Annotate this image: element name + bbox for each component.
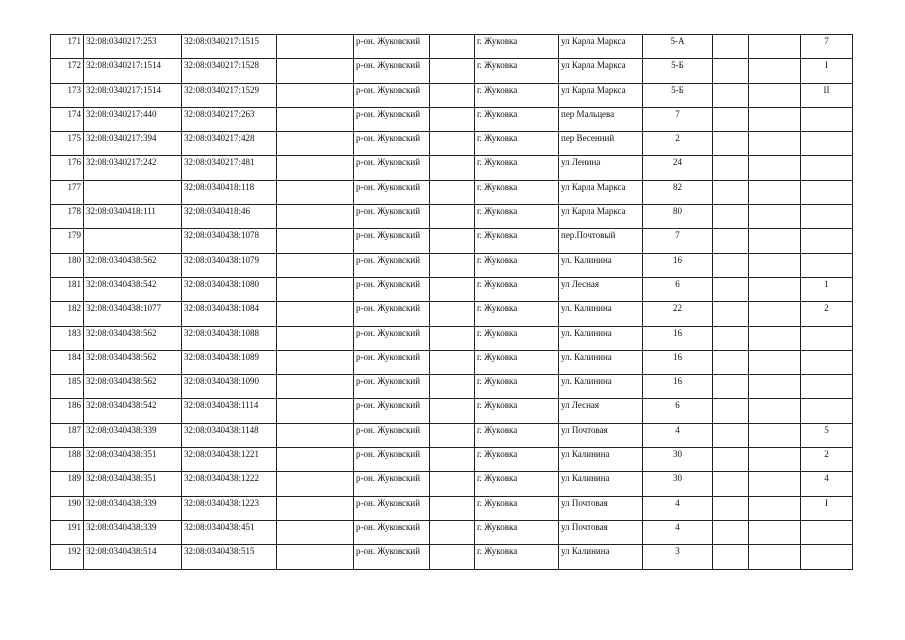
house-number-cell: 6 [643,277,713,301]
city-cell: г. Жуковка [475,375,559,399]
city-cell: г. Жуковка [475,520,559,544]
table-row [51,83,853,107]
empty-cell [430,520,475,544]
house-number-cell: 16 [643,375,713,399]
apartment-cell: II [801,83,853,107]
house-number-cell: 16 [643,253,713,277]
row-number-cell: 174 [51,107,84,131]
empty-cell [277,302,354,326]
cadastral-number-cell: 32:08:0340217:1514 [84,83,182,107]
empty-cell [713,302,749,326]
cadastral-number-cell: 32:08:0340438:339 [84,423,182,447]
street-cell: ул Калинина [559,448,643,472]
empty-cell [713,496,749,520]
street-cell: ул Калинина [559,545,643,569]
empty-cell [749,302,801,326]
house-number-cell: 4 [643,496,713,520]
empty-cell [277,35,354,59]
cadastral-number-cell: 32:08:0340438:562 [84,350,182,374]
district-cell: р-он. Жуковский [354,156,430,180]
district-cell: р-он. Жуковский [354,423,430,447]
city-cell: г. Жуковка [475,326,559,350]
empty-cell [749,253,801,277]
empty-cell [277,448,354,472]
empty-cell [430,472,475,496]
district-cell: р-он. Жуковский [354,180,430,204]
row-number-cell: 173 [51,83,84,107]
empty-cell [713,350,749,374]
street-cell: пер Мальцева [559,107,643,131]
table-row [51,35,853,59]
apartment-cell [801,253,853,277]
city-cell: г. Жуковка [475,448,559,472]
street-cell: ул Карла Маркса [559,180,643,204]
cadastral-number-2-cell: 32:08:0340438:1222 [182,472,277,496]
cadastral-number-2-cell: 32:08:0340217:428 [182,132,277,156]
cadastral-number-cell: 32:08:0340438:514 [84,545,182,569]
empty-cell [277,277,354,301]
district-cell: р-он. Жуковский [354,375,430,399]
empty-cell [430,132,475,156]
district-cell: р-он. Жуковский [354,472,430,496]
cadastral-number-cell: 32:08:0340438:542 [84,399,182,423]
city-cell: г. Жуковка [475,180,559,204]
apartment-cell [801,107,853,131]
empty-cell [749,375,801,399]
row-number-cell: 184 [51,350,84,374]
empty-cell [430,423,475,447]
city-cell: г. Жуковка [475,35,559,59]
apartment-cell: I [801,59,853,83]
house-number-cell: 22 [643,302,713,326]
row-number-cell: 187 [51,423,84,447]
empty-cell [713,448,749,472]
city-cell: г. Жуковка [475,350,559,374]
table-row [51,156,853,180]
city-cell: г. Жуковка [475,253,559,277]
cadastral-number-cell: 32:08:0340217:394 [84,132,182,156]
row-number-cell: 190 [51,496,84,520]
cadastral-number-2-cell: 32:08:0340418:118 [182,180,277,204]
street-cell: ул Калинина [559,472,643,496]
district-cell: р-он. Жуковский [354,35,430,59]
empty-cell [430,205,475,229]
district-cell: р-он. Жуковский [354,448,430,472]
apartment-cell [801,229,853,253]
street-cell: ул Ленина [559,156,643,180]
cadastral-number-2-cell: 32:08:0340438:1084 [182,302,277,326]
table-row [51,472,853,496]
house-number-cell: 2 [643,132,713,156]
cadastral-number-2-cell: 32:08:0340438:1148 [182,423,277,447]
empty-cell [430,448,475,472]
empty-cell [277,107,354,131]
cadastral-number-2-cell: 32:08:0340217:1515 [182,35,277,59]
empty-cell [277,399,354,423]
apartment-cell: 4 [801,472,853,496]
empty-cell [749,423,801,447]
table-row [51,423,853,447]
address-register-table [50,34,853,570]
empty-cell [430,253,475,277]
empty-cell [749,132,801,156]
apartment-cell: 5 [801,423,853,447]
cadastral-number-2-cell: 32:08:0340438:515 [182,545,277,569]
street-cell: ул Карла Маркса [559,59,643,83]
row-number-cell: 181 [51,277,84,301]
cadastral-number-2-cell: 32:08:0340438:1089 [182,350,277,374]
cadastral-number-2-cell: 32:08:0340438:1078 [182,229,277,253]
empty-cell [713,229,749,253]
row-number-cell: 172 [51,59,84,83]
district-cell: р-он. Жуковский [354,132,430,156]
empty-cell [749,472,801,496]
empty-cell [430,399,475,423]
empty-cell [749,277,801,301]
table-row [51,277,853,301]
empty-cell [749,180,801,204]
street-cell: ул Лесная [559,399,643,423]
street-cell: ул Почтовая [559,496,643,520]
empty-cell [713,423,749,447]
apartment-cell [801,205,853,229]
empty-cell [277,350,354,374]
house-number-cell: 30 [643,472,713,496]
empty-cell [277,59,354,83]
cadastral-number-2-cell: 32:08:0340438:1221 [182,448,277,472]
district-cell: р-он. Жуковский [354,302,430,326]
empty-cell [277,545,354,569]
apartment-cell [801,399,853,423]
empty-cell [713,83,749,107]
apartment-cell: 7 [801,35,853,59]
apartment-cell [801,326,853,350]
empty-cell [749,205,801,229]
city-cell: г. Жуковка [475,545,559,569]
empty-cell [749,399,801,423]
empty-cell [277,132,354,156]
city-cell: г. Жуковка [475,277,559,301]
house-number-cell: 5-Б [643,83,713,107]
district-cell: р-он. Жуковский [354,205,430,229]
district-cell: р-он. Жуковский [354,350,430,374]
apartment-cell [801,156,853,180]
empty-cell [749,496,801,520]
empty-cell [749,520,801,544]
cadastral-number-2-cell: 32:08:0340438:451 [182,520,277,544]
house-number-cell: 4 [643,423,713,447]
table-row [51,520,853,544]
cadastral-number-cell: 32:08:0340438:1077 [84,302,182,326]
empty-cell [713,35,749,59]
empty-cell [277,496,354,520]
street-cell: ул Карла Маркса [559,205,643,229]
table-row [51,326,853,350]
empty-cell [749,156,801,180]
cadastral-number-cell [84,229,182,253]
empty-cell [713,375,749,399]
district-cell: р-он. Жуковский [354,520,430,544]
empty-cell [713,277,749,301]
row-number-cell: 178 [51,205,84,229]
table-row [51,545,853,569]
house-number-cell: 24 [643,156,713,180]
city-cell: г. Жуковка [475,423,559,447]
district-cell: р-он. Жуковский [354,107,430,131]
row-number-cell: 176 [51,156,84,180]
empty-cell [713,156,749,180]
cadastral-number-cell [84,180,182,204]
city-cell: г. Жуковка [475,472,559,496]
table-row [51,496,853,520]
empty-cell [277,326,354,350]
house-number-cell: 6 [643,399,713,423]
cadastral-number-cell: 32:08:0340438:351 [84,448,182,472]
empty-cell [430,35,475,59]
cadastral-number-2-cell: 32:08:0340217:1528 [182,59,277,83]
row-number-cell: 177 [51,180,84,204]
empty-cell [430,83,475,107]
cadastral-number-cell: 32:08:0340217:1514 [84,59,182,83]
house-number-cell: 5-Б [643,59,713,83]
street-cell: ул Карла Маркса [559,83,643,107]
empty-cell [277,83,354,107]
cadastral-number-2-cell: 32:08:0340438:1090 [182,375,277,399]
empty-cell [713,520,749,544]
city-cell: г. Жуковка [475,83,559,107]
cadastral-number-cell: 32:08:0340217:253 [84,35,182,59]
empty-cell [749,59,801,83]
apartment-cell: 1 [801,277,853,301]
street-cell: ул Лесная [559,277,643,301]
empty-cell [713,253,749,277]
empty-cell [749,545,801,569]
empty-cell [277,375,354,399]
empty-cell [713,107,749,131]
apartment-cell [801,520,853,544]
cadastral-number-2-cell: 32:08:0340418:46 [182,205,277,229]
row-number-cell: 182 [51,302,84,326]
empty-cell [277,520,354,544]
empty-cell [277,229,354,253]
empty-cell [713,472,749,496]
row-number-cell: 192 [51,545,84,569]
row-number-cell: 185 [51,375,84,399]
table-row [51,229,853,253]
street-cell: ул. Калинина [559,350,643,374]
cadastral-number-cell: 32:08:0340438:562 [84,326,182,350]
house-number-cell: 3 [643,545,713,569]
street-cell: ул Карла Маркса [559,35,643,59]
street-cell: ул. Калинина [559,302,643,326]
cadastral-number-cell: 32:08:0340438:351 [84,472,182,496]
table-row [51,375,853,399]
street-cell: пер.Почтовый [559,229,643,253]
cadastral-number-cell: 32:08:0340418:111 [84,205,182,229]
table-row [51,448,853,472]
empty-cell [430,302,475,326]
row-number-cell: 175 [51,132,84,156]
house-number-cell: 80 [643,205,713,229]
house-number-cell: 82 [643,180,713,204]
street-cell: ул. Калинина [559,375,643,399]
empty-cell [430,545,475,569]
cadastral-number-cell: 32:08:0340438:542 [84,277,182,301]
empty-cell [713,132,749,156]
table-row [51,132,853,156]
empty-cell [713,399,749,423]
row-number-cell: 180 [51,253,84,277]
empty-cell [430,326,475,350]
empty-cell [713,545,749,569]
empty-cell [749,229,801,253]
empty-cell [749,326,801,350]
empty-cell [430,229,475,253]
cadastral-number-cell: 32:08:0340438:562 [84,253,182,277]
city-cell: г. Жуковка [475,399,559,423]
cadastral-number-cell: 32:08:0340217:242 [84,156,182,180]
empty-cell [430,375,475,399]
empty-cell [277,423,354,447]
row-number-cell: 171 [51,35,84,59]
district-cell: р-он. Жуковский [354,229,430,253]
table-row [51,302,853,326]
house-number-cell: 16 [643,326,713,350]
cadastral-number-2-cell: 32:08:0340438:1088 [182,326,277,350]
district-cell: р-он. Жуковский [354,83,430,107]
empty-cell [749,107,801,131]
city-cell: г. Жуковка [475,205,559,229]
row-number-cell: 179 [51,229,84,253]
empty-cell [430,59,475,83]
house-number-cell: 30 [643,448,713,472]
city-cell: г. Жуковка [475,156,559,180]
row-number-cell: 189 [51,472,84,496]
street-cell: пер Весенний [559,132,643,156]
empty-cell [277,156,354,180]
empty-cell [430,496,475,520]
empty-cell [430,277,475,301]
city-cell: г. Жуковка [475,132,559,156]
apartment-cell [801,132,853,156]
apartment-cell: 2 [801,448,853,472]
district-cell: р-он. Жуковский [354,277,430,301]
table-row [51,59,853,83]
empty-cell [749,35,801,59]
empty-cell [430,350,475,374]
empty-cell [713,180,749,204]
district-cell: р-он. Жуковский [354,326,430,350]
empty-cell [713,59,749,83]
cadastral-number-2-cell: 32:08:0340438:1079 [182,253,277,277]
street-cell: ул. Калинина [559,326,643,350]
empty-cell [749,350,801,374]
table-row [51,205,853,229]
apartment-cell [801,180,853,204]
street-cell: ул Почтовая [559,520,643,544]
cadastral-number-2-cell: 32:08:0340438:1114 [182,399,277,423]
district-cell: р-он. Жуковский [354,545,430,569]
table-row [51,399,853,423]
house-number-cell: 7 [643,107,713,131]
house-number-cell: 5-А [643,35,713,59]
house-number-cell: 7 [643,229,713,253]
cadastral-number-cell: 32:08:0340217:440 [84,107,182,131]
district-cell: р-он. Жуковский [354,399,430,423]
cadastral-number-cell: 32:08:0340438:562 [84,375,182,399]
city-cell: г. Жуковка [475,229,559,253]
empty-cell [430,156,475,180]
apartment-cell [801,375,853,399]
apartment-cell [801,350,853,374]
row-number-cell: 191 [51,520,84,544]
empty-cell [713,205,749,229]
apartment-cell [801,545,853,569]
cadastral-number-2-cell: 32:08:0340217:263 [182,107,277,131]
row-number-cell: 183 [51,326,84,350]
cadastral-number-2-cell: 32:08:0340217:481 [182,156,277,180]
apartment-cell: I [801,496,853,520]
table-row [51,180,853,204]
empty-cell [277,180,354,204]
house-number-cell: 16 [643,350,713,374]
district-cell: р-он. Жуковский [354,496,430,520]
table-row [51,253,853,277]
city-cell: г. Жуковка [475,302,559,326]
cadastral-number-2-cell: 32:08:0340217:1529 [182,83,277,107]
table-row [51,107,853,131]
city-cell: г. Жуковка [475,59,559,83]
table-row [51,350,853,374]
empty-cell [277,253,354,277]
empty-cell [713,326,749,350]
empty-cell [277,472,354,496]
district-cell: р-он. Жуковский [354,59,430,83]
apartment-cell: 2 [801,302,853,326]
empty-cell [277,205,354,229]
empty-cell [430,107,475,131]
empty-cell [430,180,475,204]
street-cell: ул. Калинина [559,253,643,277]
row-number-cell: 186 [51,399,84,423]
row-number-cell: 188 [51,448,84,472]
district-cell: р-он. Жуковский [354,253,430,277]
empty-cell [749,83,801,107]
cadastral-number-cell: 32:08:0340438:339 [84,520,182,544]
cadastral-number-2-cell: 32:08:0340438:1223 [182,496,277,520]
table-body [51,35,853,570]
city-cell: г. Жуковка [475,496,559,520]
cadastral-number-cell: 32:08:0340438:339 [84,496,182,520]
empty-cell [749,448,801,472]
cadastral-number-2-cell: 32:08:0340438:1080 [182,277,277,301]
city-cell: г. Жуковка [475,107,559,131]
street-cell: ул Почтовая [559,423,643,447]
house-number-cell: 4 [643,520,713,544]
